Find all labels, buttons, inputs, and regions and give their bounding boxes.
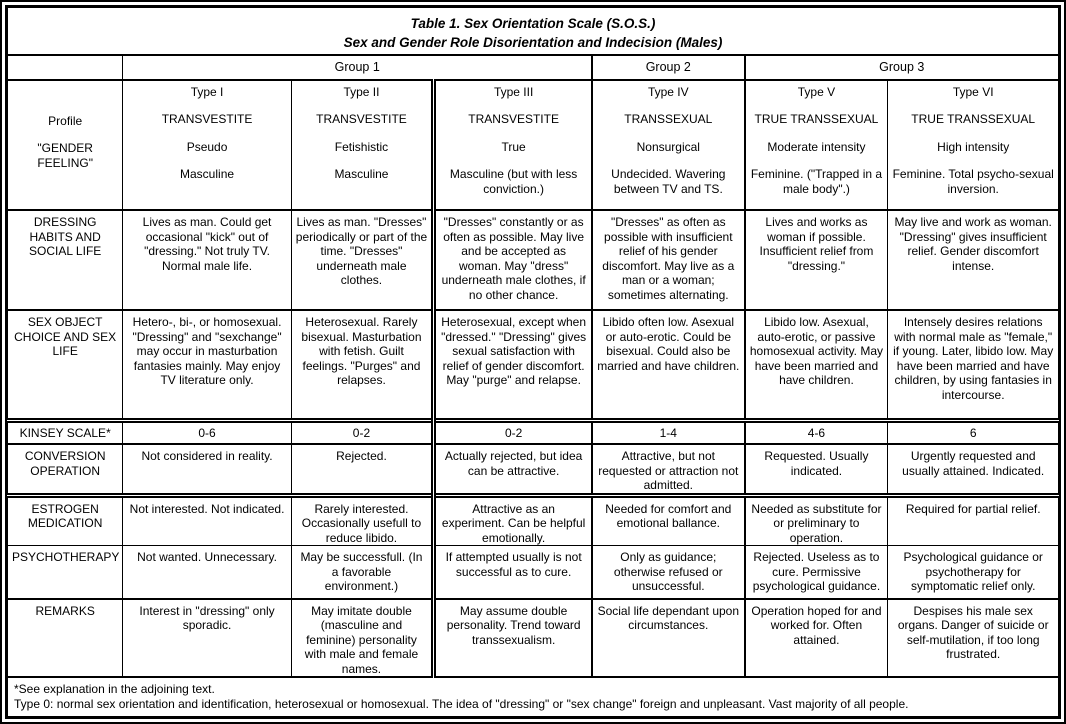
type-vi-name: TRUE TRANSSEXUAL bbox=[911, 112, 1036, 126]
psychotherapy-type-iii: If attempted usually is not successful as to cure. bbox=[434, 546, 592, 599]
type-ii-subtitle: Fetishistic bbox=[334, 139, 389, 154]
estrogen-type-iii: Attractive as an experiment. Can be helpful emotionally. bbox=[434, 495, 592, 546]
estrogen-type-v: Needed as substitute for or preliminary to operation. bbox=[745, 495, 888, 546]
type-vi-feeling: Feminine. Total psycho-sexual inversion. bbox=[892, 167, 1054, 196]
kinsey-type-vi: 6 bbox=[888, 420, 1059, 444]
type-v-feeling: Feminine. ("Trapped in a male body".) bbox=[750, 167, 883, 196]
type-iv-feeling: Undecided. Wavering between TV and TS. bbox=[611, 167, 726, 196]
dressing-type-ii: Lives as man. "Dresses" periodically or part of the time. "Dresses" underneath male clothes. bbox=[291, 210, 433, 310]
sos-table bbox=[7, 7, 1059, 717]
remarks-type-i: Interest in "dressing" only sporadic. bbox=[123, 599, 291, 678]
remarks-type-v: Operation hoped for and worked for. Often attained. bbox=[745, 599, 888, 678]
kinsey-scale-label: KINSEY SCALE* bbox=[8, 420, 123, 444]
footnote-type-0: Type 0: normal sex orientation and identification, heterosexual or homosexual. The idea of "dressing" or "sex change" foreign and unpleasant. Vast majority of all people. bbox=[14, 697, 909, 711]
estrogen-label: ESTROGEN MEDICATION bbox=[8, 495, 123, 546]
remarks-label: REMARKS bbox=[8, 599, 123, 678]
row-estrogen-medication bbox=[8, 495, 1059, 546]
row-remarks bbox=[8, 599, 1059, 678]
profile-type-i bbox=[123, 80, 291, 211]
profile-row bbox=[8, 80, 1059, 211]
title-line-1: Table 1. Sex Orientation Scale (S.O.S.) bbox=[410, 16, 656, 31]
profile-type-iii bbox=[434, 80, 592, 211]
sex-object-type-v: Libido low. Asexual, auto-erotic, or passive homosexual activity. May have been married and have children. bbox=[745, 310, 888, 420]
corner-cell bbox=[8, 55, 123, 80]
remarks-type-iii: May assume double personality. Trend toward transsexualism. bbox=[434, 599, 592, 678]
type-iii-feeling: Masculine (but with less conviction.) bbox=[449, 167, 578, 196]
profile-row-label bbox=[8, 80, 123, 211]
table-frame bbox=[5, 5, 1061, 719]
group-1-header: Group 1 bbox=[123, 55, 592, 80]
type-i-name: TRANSVESTITE bbox=[161, 112, 253, 126]
type-ii-feeling: Masculine bbox=[334, 167, 389, 181]
profile-type-vi bbox=[888, 80, 1059, 211]
row-sex-object-choice bbox=[8, 310, 1059, 420]
type-iv-name: TRANSSEXUAL bbox=[624, 112, 713, 126]
type-vi-subtitle: High intensity bbox=[937, 139, 1010, 154]
sex-object-type-ii: Heterosexual. Rarely bisexual. Masturbation with fetish. Guilt feelings. "Purges" and relapses. bbox=[291, 310, 433, 420]
profile-type-v bbox=[745, 80, 888, 211]
group-header-row bbox=[8, 55, 1059, 80]
psychotherapy-type-iv: Only as guidance; otherwise refused or unsuccessful. bbox=[592, 546, 744, 599]
kinsey-type-iii: 0-2 bbox=[434, 420, 592, 444]
conversion-type-v: Requested. Usually indicated. bbox=[745, 444, 888, 495]
sex-object-type-vi: Intensely desires relations with normal male as "female," if young. Later, libido low. May have been married and have children, by using fantasies in intercourse. bbox=[888, 310, 1059, 420]
profile-label: Profile bbox=[48, 113, 83, 128]
footnotes bbox=[8, 677, 1059, 717]
footnote-row bbox=[8, 677, 1059, 717]
estrogen-type-vi: Required for partial relief. bbox=[888, 495, 1059, 546]
conversion-type-iv: Attractive, but not requested or attraction not admitted. bbox=[592, 444, 744, 495]
kinsey-type-iv: 1-4 bbox=[592, 420, 744, 444]
type-v-subtitle: Moderate intensity bbox=[767, 139, 866, 154]
conversion-label: CONVERSION OPERATION bbox=[8, 444, 123, 495]
type-ii-header: Type II bbox=[343, 84, 380, 99]
dressing-habits-label: DRESSING HABITS AND SOCIAL LIFE bbox=[8, 210, 123, 310]
psychotherapy-type-vi: Psychological guidance or psychotherapy for symptomatic relief only. bbox=[888, 546, 1059, 599]
type-v-name: TRUE TRANSSEXUAL bbox=[754, 112, 879, 126]
dressing-type-iii: "Dresses" constantly or as often as possible. May live and be accepted as woman. May "dress" underneath male clothes, if no other chance. bbox=[434, 210, 592, 310]
psychotherapy-label: PSYCHOTHERAPY bbox=[8, 546, 123, 599]
type-iii-name: TRANSVESTITE bbox=[468, 112, 559, 126]
dressing-type-i: Lives as man. Could get occasional "kick" out of "dressing." Not truly TV. Normal male life. bbox=[123, 210, 291, 310]
row-kinsey-scale bbox=[8, 420, 1059, 444]
sex-object-type-i: Hetero-, bi-, or homosexual. "Dressing" and "sexchange" may occur in masturbation fantasies mainly. May enjoy TV literature only. bbox=[123, 310, 291, 420]
type-iv-subtitle: Nonsurgical bbox=[636, 139, 700, 154]
conversion-type-iii: Actually rejected, but idea can be attractive. bbox=[434, 444, 592, 495]
group-2-header: Group 2 bbox=[592, 55, 744, 80]
kinsey-type-v: 4-6 bbox=[745, 420, 888, 444]
sex-object-type-iii: Heterosexual, except when "dressed." "Dressing" gives sexual satisfaction with relief of gender discomfort. May "purge" and relapse. bbox=[434, 310, 592, 420]
estrogen-type-i: Not interested. Not indicated. bbox=[123, 495, 291, 546]
kinsey-type-ii: 0-2 bbox=[291, 420, 433, 444]
sex-object-type-iv: Libido often low. Asexual or auto-erotic. Could be bisexual. Could also be married and have children. bbox=[592, 310, 744, 420]
title-line-2: Sex and Gender Role Disorientation and Indecision (Males) bbox=[343, 35, 723, 50]
group-3-header: Group 3 bbox=[745, 55, 1059, 80]
type-i-header: Type I bbox=[190, 84, 224, 99]
psychotherapy-type-v: Rejected. Useless as to cure. Permissive psychological guidance. bbox=[745, 546, 888, 599]
conversion-type-vi: Urgently requested and usually attained. Indicated. bbox=[888, 444, 1059, 495]
gender-feeling-label: "GENDER FEELING" bbox=[37, 141, 93, 170]
title-row bbox=[8, 8, 1059, 55]
kinsey-type-i: 0-6 bbox=[123, 420, 291, 444]
profile-type-iv bbox=[592, 80, 744, 211]
type-ii-name: TRANSVESTITE bbox=[316, 112, 407, 126]
remarks-type-vi: Despises his male sex organs. Danger of suicide or self-mutilation, if too long frustrated. bbox=[888, 599, 1059, 678]
type-i-subtitle: Pseudo bbox=[186, 139, 228, 154]
conversion-type-ii: Rejected. bbox=[291, 444, 433, 495]
type-iv-header: Type IV bbox=[647, 84, 689, 99]
row-conversion-operation bbox=[8, 444, 1059, 495]
type-iii-subtitle: True bbox=[501, 139, 526, 154]
sex-object-label: SEX OBJECT CHOICE AND SEX LIFE bbox=[8, 310, 123, 420]
remarks-type-iv: Social life dependant upon circumstances. bbox=[592, 599, 744, 678]
psychotherapy-type-ii: May be successfull. (In a favorable environment.) bbox=[291, 546, 433, 599]
dressing-type-vi: May live and work as woman. "Dressing" gives insufficient relief. Gender discomfort intense. bbox=[888, 210, 1059, 310]
dressing-type-iv: "Dresses" as often as possible with insufficient relief of his gender discomfort. May live as a man or a woman; sometimes alternating. bbox=[592, 210, 744, 310]
profile-type-ii bbox=[291, 80, 433, 211]
table-title bbox=[8, 8, 1059, 55]
type-i-feeling: Masculine bbox=[180, 167, 235, 181]
type-vi-header: Type VI bbox=[952, 84, 994, 99]
dressing-type-v: Lives and works as woman if possible. Insufficient relief from "dressing." bbox=[745, 210, 888, 310]
row-psychotherapy bbox=[8, 546, 1059, 599]
row-dressing-habits bbox=[8, 210, 1059, 310]
estrogen-type-ii: Rarely interested. Occasionally usefull to reduce libido. bbox=[291, 495, 433, 546]
footnote-see-explanation: *See explanation in the adjoining text. bbox=[14, 682, 215, 696]
estrogen-type-iv: Needed for comfort and emotional ballance. bbox=[592, 495, 744, 546]
remarks-type-ii: May imitate double (masculine and feminine) personality with male and female names. bbox=[291, 599, 433, 678]
conversion-type-i: Not considered in reality. bbox=[123, 444, 291, 495]
type-iii-header: Type III bbox=[493, 84, 534, 99]
psychotherapy-type-i: Not wanted. Unnecessary. bbox=[123, 546, 291, 599]
type-v-header: Type V bbox=[797, 84, 836, 99]
